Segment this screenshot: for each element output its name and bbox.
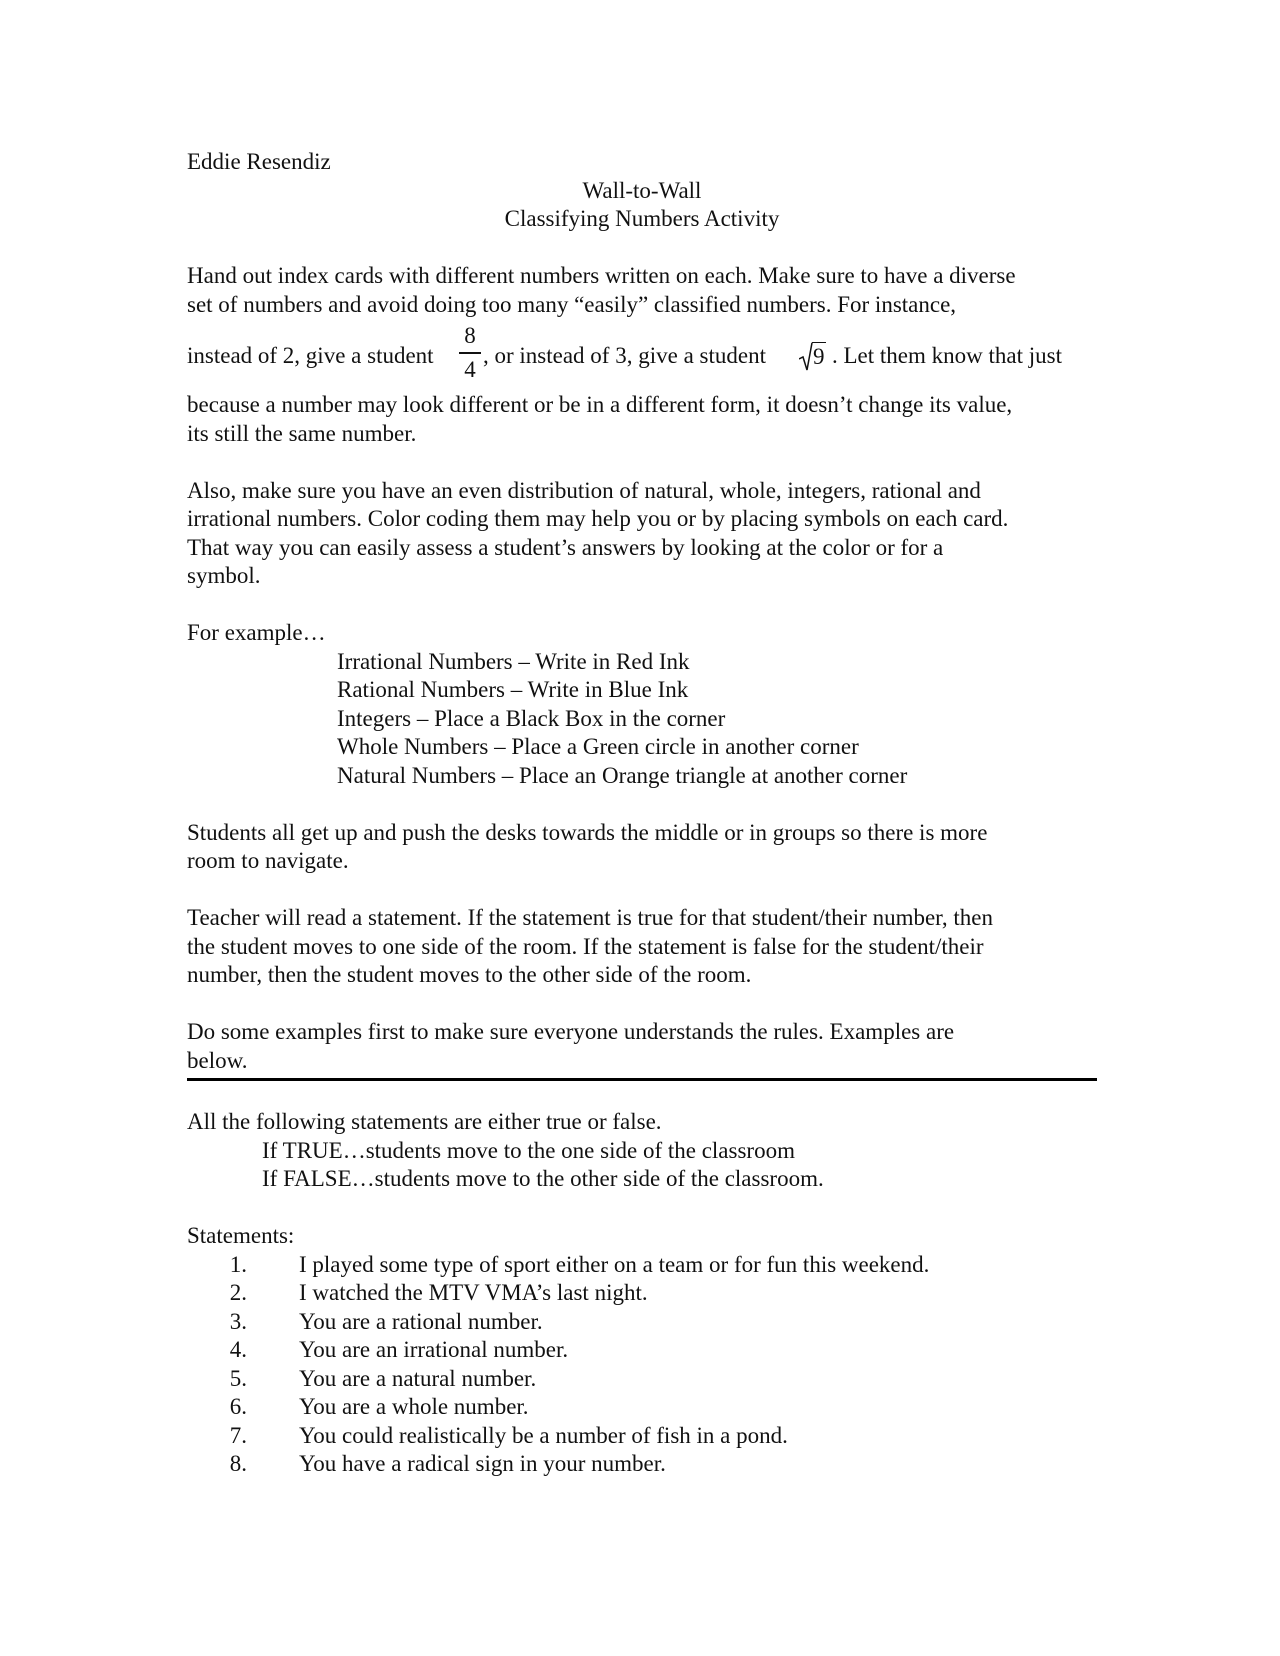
fraction-bar	[459, 352, 481, 354]
paragraph-line: the student moves to one side of the room. If the statement is false for the student/their	[187, 933, 984, 959]
fraction-8-over-4	[459, 322, 481, 384]
list-item-number: 1.	[229, 1251, 247, 1277]
paragraph-distribution	[187, 477, 1097, 591]
rules-intro: All the following statements are either true or false.	[187, 1109, 662, 1134]
paragraph-instructions	[187, 262, 1097, 448]
list-item-text: I watched the MTV VMA’s last night.	[299, 1280, 648, 1305]
paragraph-line: room to navigate.	[187, 848, 349, 873]
list-item-text: You are an irrational number.	[299, 1337, 569, 1362]
examples-intro: For example…	[187, 620, 326, 645]
horizontal-rule	[187, 1078, 1097, 1081]
list-item	[187, 1393, 1097, 1422]
example-item: Natural Numbers – Place an Orange triangle at another corner	[337, 762, 908, 788]
paragraph-line-math	[187, 322, 1097, 388]
fraction-numerator: 8	[464, 323, 476, 348]
document-page	[187, 148, 1097, 1479]
paragraph-line: Students all get up and push the desks towards the middle or in groups so there is more	[187, 819, 988, 845]
list-item-number: 8.	[229, 1451, 247, 1476]
paragraph-line: Also, make sure you have an even distribution of natural, whole, integers, rational and	[187, 477, 981, 503]
list-item	[187, 1336, 1097, 1365]
paragraph-line: irrational numbers. Color coding them may help you or by placing symbols on each card.	[187, 506, 1009, 531]
example-item: Integers – Place a Black Box in the corner	[337, 705, 726, 731]
list-item-text: You are a whole number.	[299, 1394, 529, 1419]
list-item-number: 5.	[229, 1365, 247, 1391]
rule-if-false: If FALSE…students move to the other side of the classroom.	[262, 1166, 824, 1191]
list-item-text: You have a radical sign in your number.	[299, 1451, 666, 1476]
radical-sign-icon	[799, 342, 813, 372]
list-item	[187, 1365, 1097, 1394]
rule-if-true: If TRUE…students move to the one side of the classroom	[262, 1137, 795, 1163]
radicand: 9	[813, 344, 825, 369]
statements-section	[187, 1222, 1097, 1479]
list-item	[187, 1251, 1097, 1280]
list-item	[187, 1422, 1097, 1451]
math-line-text-b: , or instead of 3, give a student	[483, 343, 766, 368]
author-name: Eddie Resendiz	[187, 149, 331, 174]
list-item	[187, 1279, 1097, 1308]
paragraph-line: Do some examples first to make sure everyone understands the rules. Examples are	[187, 1019, 955, 1044]
paragraph-line: Teacher will read a statement. If the statement is true for that student/their number, then	[187, 905, 994, 930]
paragraph-examples-note	[187, 1018, 1097, 1075]
paragraph-setup	[187, 819, 1097, 876]
document-title: Wall-to-Wall	[582, 177, 702, 203]
paragraph-line: because a number may look different or be in a different form, it doesn’t change its value,	[187, 392, 1013, 417]
statements-heading: Statements:	[187, 1223, 295, 1248]
rules-section	[187, 1108, 1097, 1194]
list-item-number: 3.	[229, 1308, 247, 1334]
document-subtitle: Classifying Numbers Activity	[504, 206, 780, 231]
example-item: Whole Numbers – Place a Green circle in another corner	[337, 734, 859, 759]
fraction-denominator: 4	[464, 356, 476, 382]
list-item-number: 4.	[229, 1337, 247, 1362]
paragraph-line: below.	[187, 1047, 248, 1073]
paragraph-line: That way you can easily assess a student’s answers by looking at the color or for a	[187, 534, 944, 560]
math-line-text-a: instead of 2, give a student	[187, 343, 434, 368]
list-item-number: 2.	[229, 1280, 247, 1305]
math-line-text-c: . Let them know that just	[832, 343, 1062, 368]
list-item-number: 7.	[229, 1422, 247, 1448]
example-item: Rational Numbers – Write in Blue Ink	[337, 677, 689, 702]
list-item-text: You are a rational number.	[299, 1308, 543, 1334]
paragraph-procedure	[187, 904, 1097, 990]
examples-section	[187, 619, 1097, 790]
list-item-number: 6.	[229, 1394, 247, 1419]
paragraph-line: set of numbers and avoid doing too many “easily” classified numbers. For instance,	[187, 291, 957, 317]
paragraph-line: number, then the student moves to the other side of the room.	[187, 962, 752, 987]
paragraph-line: its still the same number.	[187, 420, 417, 446]
paragraph-line: symbol.	[187, 563, 261, 588]
example-item: Irrational Numbers – Write in Red Ink	[337, 648, 690, 674]
list-item-text: You are a natural number.	[299, 1365, 537, 1391]
paragraph-line: Hand out index cards with different numbers written on each. Make sure to have a diverse	[187, 263, 1016, 288]
list-item-text: You could realistically be a number of fish in a pond.	[299, 1422, 788, 1448]
list-item	[187, 1450, 1097, 1479]
list-item-text: I played some type of sport either on a team or for fun this weekend.	[299, 1251, 930, 1277]
list-item	[187, 1308, 1097, 1337]
